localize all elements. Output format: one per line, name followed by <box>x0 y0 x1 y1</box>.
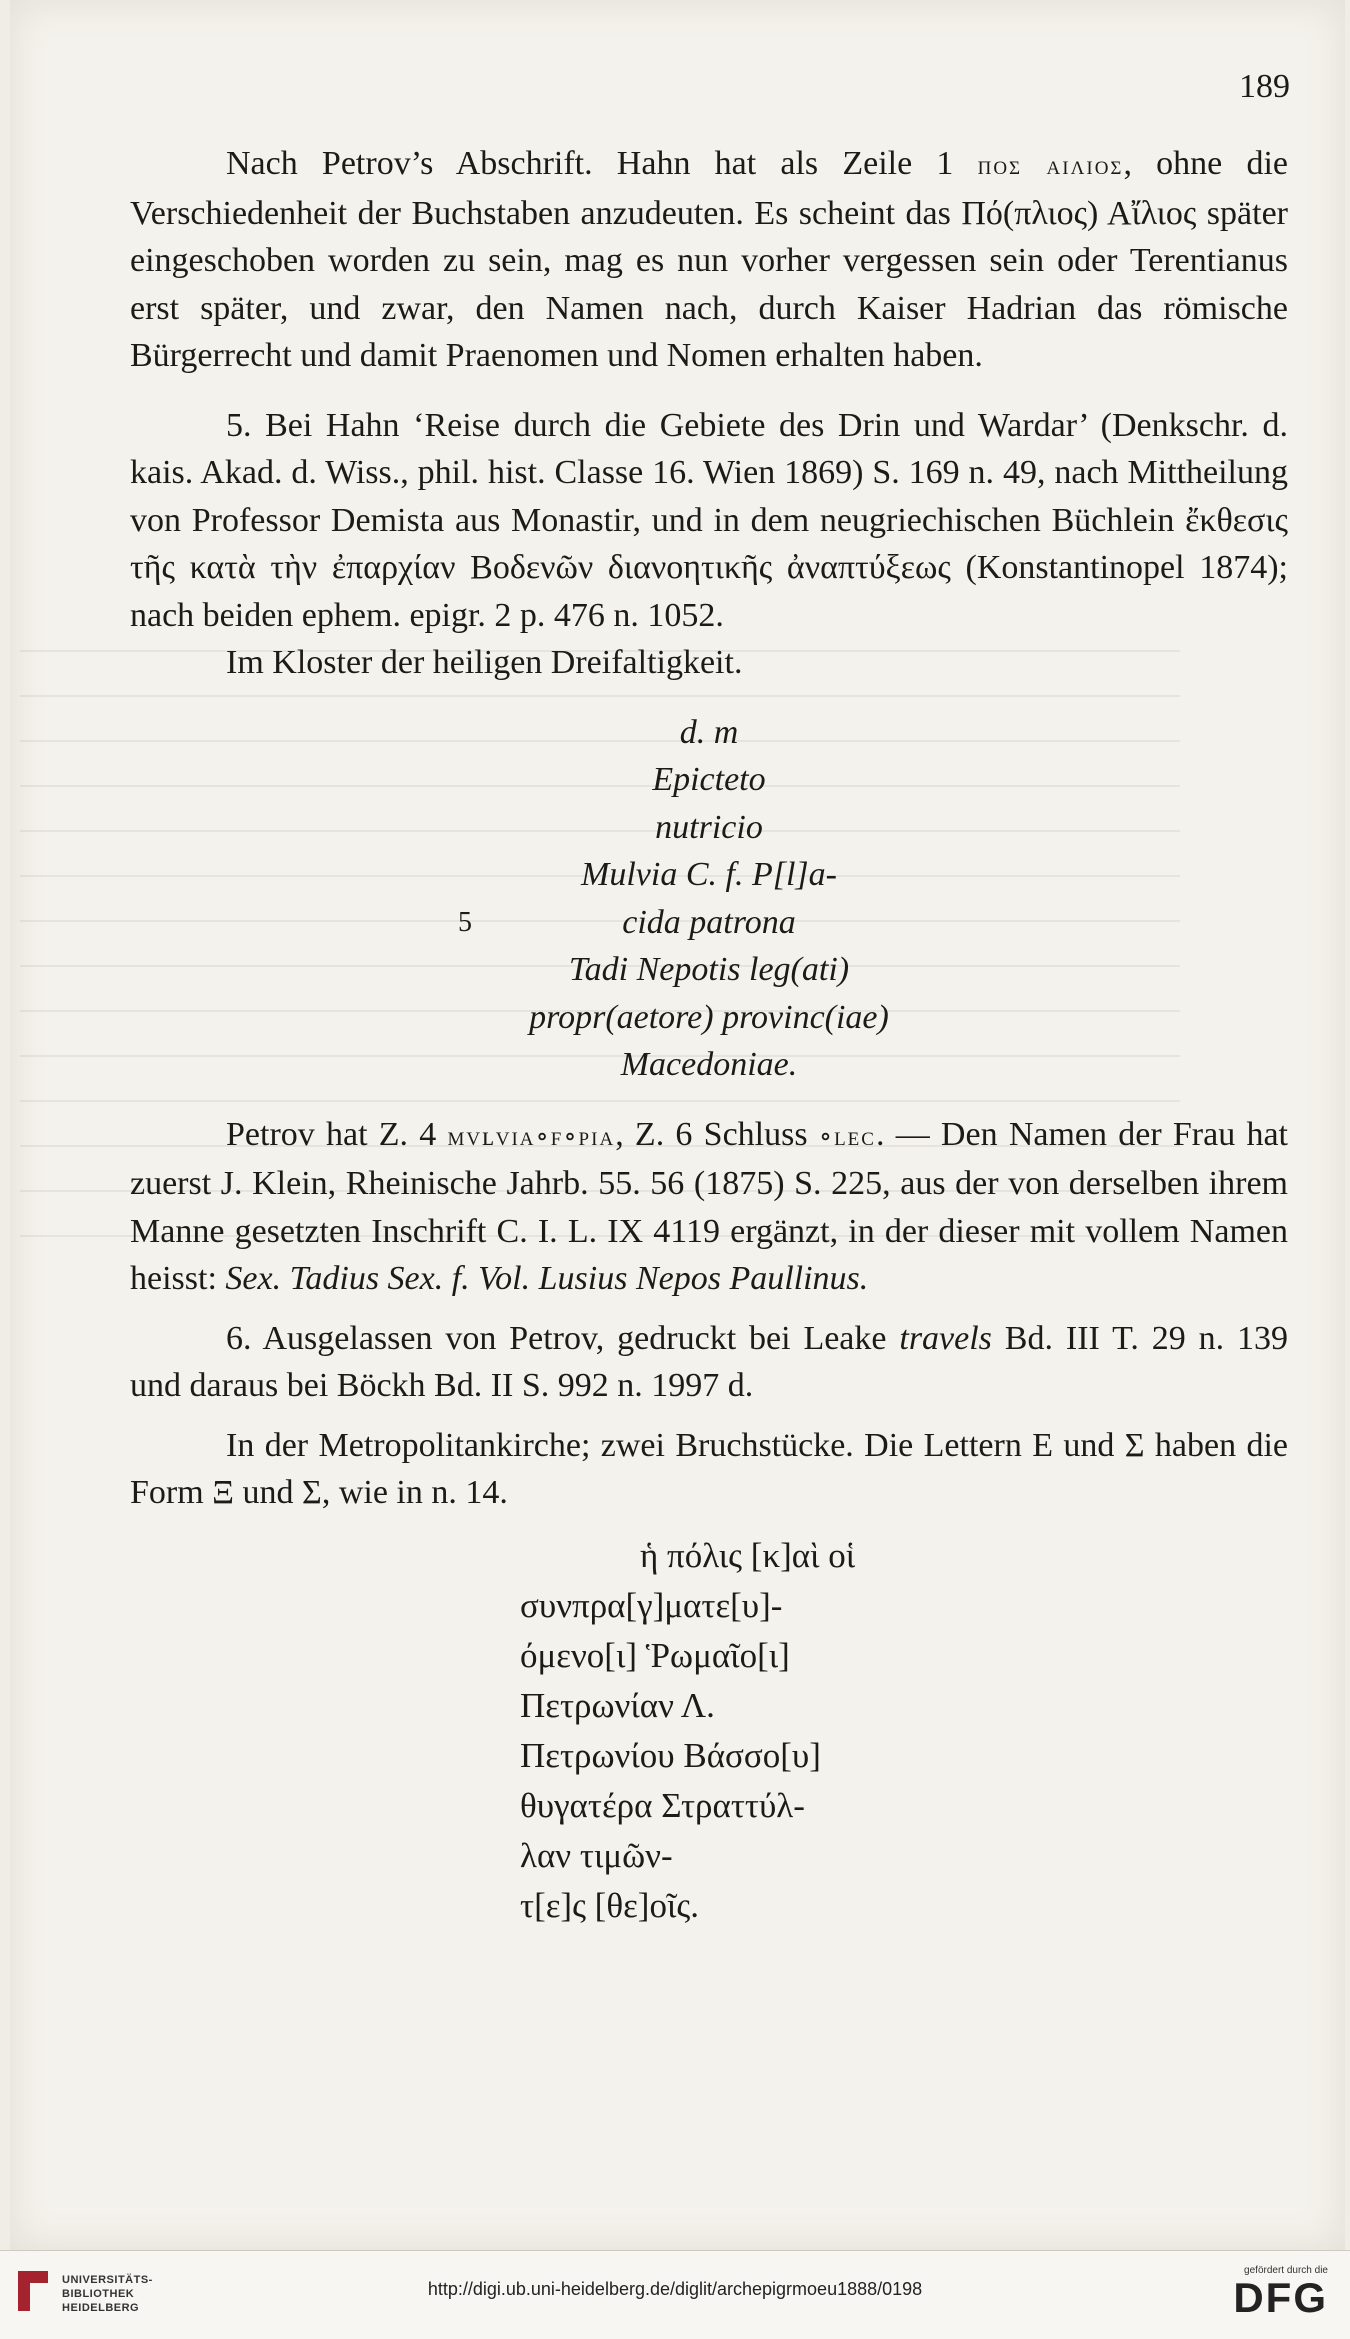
paragraph-item-6 <box>130 1315 1288 1410</box>
inscription-text: nutricio <box>655 808 763 846</box>
text-run: Petrov hat Z. 4 <box>226 1115 448 1153</box>
inscription-text: Mulvia C. f. P[l]a- <box>581 856 837 893</box>
paragraph-petrov-variants <box>130 1111 1288 1303</box>
greek-inscription-line: Πετρωνίου Βάσσο[υ] <box>520 1735 821 1775</box>
inscription-text: Tadi Nepotis leg(ati) <box>568 951 850 988</box>
paragraph-item-5 <box>130 402 1288 640</box>
source-url-link[interactable]: http://digi.ub.uni-heidelberg.de/diglit/archepigrmoeu1888/0198 <box>427 2279 923 2299</box>
greek-inscription-line: όμενο[ι] Ῥωμαῖο[ι] <box>520 1635 790 1675</box>
inscription-line <box>130 946 1288 994</box>
text-run: 5. Bei Hahn ‘Reise durch die Gebiete des Drin und Wardar’ (Denkschr. d. kais. Akad. d. Wiss., phil. hist. Classe 16. Wien 1869) S. 169 n. 49, nach Mittheilung von Professor Demista aus Monastir, und in dem neugriechischen Büchlein ἔκθεσις τῆς κατὰ τὴν ἐπαρχίαν Βοδενῶν διανοητικῆς ἀναπτύξεως (Konstantinopel 1874); nach beiden ephem. epigr. 2 p. 476 n. 1052. <box>130 406 1288 634</box>
library-name: UNIVERSITÄTS- BIBLIOTHEK HEIDELBERG <box>62 2274 153 2314</box>
inscription-line <box>130 994 1288 1042</box>
inscription-text: propr(aetore) provinc(iae) <box>529 998 889 1036</box>
text-run: . — Den Namen der Frau hat zuerst J. Klein, Rheinische Jahrb. 55. 56 (1875) S. 225, aus der von derselben ihrem Manne gesetzten Inschrift C. I. L. IX 4119 ergänzt, in der dieser mit vollem Namen heisst: <box>130 1115 1288 1297</box>
text-run: Nach Petrov’s Abschrift. Hahn hat als Zeile 1 <box>226 145 978 182</box>
inscription-line <box>130 1041 1288 1089</box>
greek-inscription-line: συνπρα[γ]ματε[υ]- <box>520 1585 783 1625</box>
text-run: In der Metropolitankirche; zwei Bruchstücke. Die Lettern E und Σ haben die Form Ξ und Σ, wie in n. 14. <box>130 1426 1288 1511</box>
greek-inscription-line: θυγατέρα Στραττύλ- <box>520 1785 805 1825</box>
italic-text: Sex. Tadius Sex. f. Vol. Lusius Nepos Paullinus. <box>225 1260 869 1297</box>
italic-text: travels <box>899 1319 992 1357</box>
inscription-line <box>130 804 1288 852</box>
greek-inscription-line: λαν τιμῶν- <box>520 1835 673 1875</box>
text-run: , ohne die Verschiedenheit der Buchstaben anzudeuten. Es scheint das Πό(πλιος) Αἴλιος später eingeschoben worden zu sein, mag es nun vorher vergessen sein oder Terentianus erst später, und zwar, den Namen nach, durch Kaiser Hadrian das römische Bürgerrecht und damit Praenomen und Nomen erhalten haben. <box>130 145 1289 374</box>
book-page <box>10 0 1345 2250</box>
greek-inscription-line: Πετρωνίαν Λ. <box>520 1685 715 1725</box>
small-caps-text: mvʟvia∘f∘pia <box>447 1120 616 1151</box>
digitization-footer <box>0 2250 1350 2339</box>
paragraph-petrov-copy <box>130 140 1288 380</box>
inscription-line <box>130 851 1288 899</box>
small-caps-text: ∘lec <box>818 1120 876 1151</box>
inscription-line <box>130 899 1288 947</box>
inscription-text: Macedoniae. <box>620 1046 798 1083</box>
greek-inscription <box>520 1531 1120 1931</box>
inscription-text: Epicteto <box>652 761 766 798</box>
greek-inscription-line: ἡ πόλις [κ]αὶ οἱ <box>640 1535 856 1575</box>
text-run: , Z. 6 Schluss <box>615 1115 819 1153</box>
greek-inscription-line: τ[ε]ς [θε]οῖς. <box>520 1885 699 1925</box>
funder-block <box>1233 2265 1328 2320</box>
funder-note: gefördert durch die <box>1244 2265 1328 2276</box>
inscription-line <box>130 709 1288 757</box>
text-run: Bd. III T. 29 n. 139 und daraus bei Böckh Bd. II S. 992 n. 1997 d. <box>130 1319 1288 1404</box>
dfg-logo: DFG <box>1233 2274 1328 2321</box>
small-caps-text: ποσ αιλιοσ <box>977 150 1124 180</box>
latin-inscription <box>130 709 1288 1089</box>
page-number: 189 <box>1239 68 1290 105</box>
paragraph-metropolitan-church <box>130 1422 1288 1517</box>
inscription-line <box>130 756 1288 804</box>
inscription-text: cida patrona <box>622 903 796 941</box>
location-heading-monastery: Im Kloster der heiligen Dreifaltigkeit. <box>226 644 743 681</box>
line-number: 5 <box>458 906 472 938</box>
page-body <box>130 140 1288 1931</box>
inscription-text: d. m <box>679 713 739 751</box>
text-run: 6. Ausgelassen von Petrov, gedruckt bei Leake <box>226 1319 900 1357</box>
